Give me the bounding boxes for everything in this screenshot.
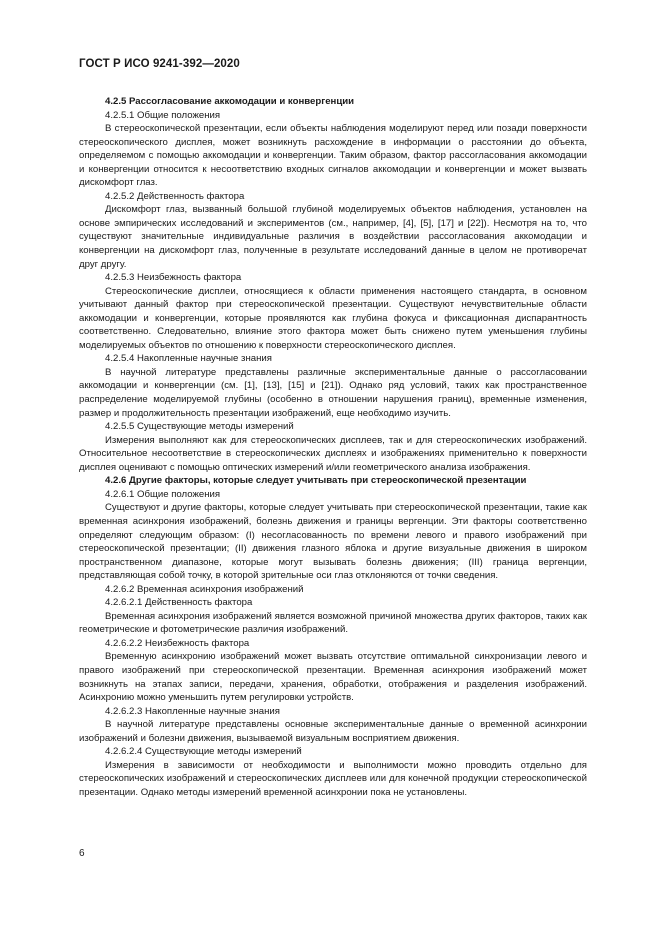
paragraph: Стереоскопические дисплеи, относящиеся к области применения настоящего стандарта, в основном учитывают данный фактор при стереоскопической презентации. Существуют нечувствительные области аккомодации и конвергенции, которые проявляются как глубина фокуса и фиксационная диспарантность соответственно. Следовательно, влияние этого фактора может быть снижено путем уменьшения глубины моделируемых объектов по отношению к поверхности стереоскопического дисплея. bbox=[79, 285, 587, 351]
paragraph: Временная асинхрония изображений является возможной причиной множества других факторов, таких как геометрические и фотометрические различия изображений. bbox=[79, 610, 587, 636]
subsection-heading: 4.2.6.2.2 Неизбежность фактора bbox=[105, 637, 250, 649]
subsection-heading: 4.2.5.2 Действенность фактора bbox=[105, 190, 245, 202]
subsection-heading: 4.2.5.5 Существующие методы измерений bbox=[105, 421, 294, 433]
paragraph: В стереоскопической презентации, если объекты наблюдения моделируют перед или позади поверхности стереоскопического дисплея, может возникнуть расхождение в информации о расстоянии до объекта, определяемом с помощью аккомодации и конвергенции. Таким образом, фактор рассогласования аккомодации и конвергенции относится к несоответствию входных сигналов аккомодации и конвергенции и может вызвать дискомфорт глаз. bbox=[79, 123, 587, 189]
section-heading-4-2-5: 4.2.5 Рассогласование аккомодации и конвергенции bbox=[105, 96, 355, 107]
paragraph: Измерения в зависимости от необходимости и выполнимости можно проводить отдельно для стереоскопических изображений и стереоскопических дисплеев или для конечной продукции стереоскопической презентации. Однако методы измерений временной асинхронии пока не установлены. bbox=[79, 759, 587, 798]
section-heading-4-2-6: 4.2.6 Другие факторы, которые следует учитывать при стереоскопической презентации bbox=[105, 475, 527, 487]
document-header: ГОСТ Р ИСО 9241-392—2020 bbox=[79, 58, 240, 70]
subsection-heading: 4.2.5.3 Неизбежность фактора bbox=[105, 272, 242, 284]
paragraph: Существуют и другие факторы, которые следует учитывать при стереоскопической презентации, такие как временная асинхрония изображений, болезнь движения и границы вергенции. Эти факторы соответственно определяют следующим образом: (I) несогласованность по времени левого и правого изображений при стереоскопической презентации; (II) движения глазного яблока и другие визуальные движения в широком пространственном диапазоне, которые могут вызывать болезнь движения; (III) граница вергенции, представляющая собой точку, в которой зрительные оси глаз отклоняются от точки сведения. bbox=[79, 502, 587, 582]
subsection-heading: 4.2.6.1 Общие положения bbox=[105, 488, 221, 500]
subsection-heading: 4.2.5.4 Накопленные научные знания bbox=[105, 353, 272, 365]
page-number: 6 bbox=[79, 848, 85, 859]
subsection-heading: 4.2.6.2.1 Действенность фактора bbox=[105, 597, 253, 609]
paragraph: Измерения выполняют как для стереоскопических дисплеев, так и для стереоскопических изображений. Относительное несоответствие в стереоскопических дисплеях и изображениях применительно к поверхности дисплея оценивают с помощью оптических измерений и/или геометрического анализа изображения. bbox=[79, 434, 587, 473]
document-body bbox=[79, 95, 587, 799]
paragraph: Временную асинхронию изображений может вызвать отсутствие оптимальной синхронизации левого и правого изображений при стереоскопической презентации. Временная асинхрония изображений может возникнуть на этапах записи, передачи, хранения, обработки, отображения и разделения изображений. Асинхронию можно уменьшить путем регулировки устройств. bbox=[79, 651, 587, 704]
paragraph: Дискомфорт глаз, вызванный большой глубиной моделируемых объектов наблюдения, установлен на основе эмпирических исследований и экспериментов (см., например, [4], [5], [17] и [22]). Несмотря на то, что существуют значительные индивидуальные различия в воздействии рассогласования аккомодации и конвергенции на дискомфорт глаз, полученные в результате исследований данные в целом не противоречат друг другу. bbox=[79, 204, 587, 270]
subsection-heading: 4.2.6.2.3 Накопленные научные знания bbox=[105, 705, 280, 717]
subsection-heading: 4.2.6.2 Временная асинхрония изображений bbox=[105, 583, 304, 595]
subsection-heading: 4.2.5.1 Общие положения bbox=[105, 109, 221, 121]
paragraph: В научной литературе представлены основные экспериментальные данные о временной асинхронии изображений и болезни движения, вызываемой визуальным восприятием движения. bbox=[79, 719, 587, 744]
paragraph: В научной литературе представлены различные экспериментальные данные о рассогласовании аккомодации и конвергенции (см. [1], [13], [15] и [21]). Однако ряд условий, таких как пространственное распределение моделируемой глубины (особенно в отношении нарушения границ), временные изменения, размер и продолжительность презентации изображений, еще необходимо изучить. bbox=[79, 366, 587, 419]
subsection-heading: 4.2.6.2.4 Существующие методы измерений bbox=[105, 746, 302, 758]
